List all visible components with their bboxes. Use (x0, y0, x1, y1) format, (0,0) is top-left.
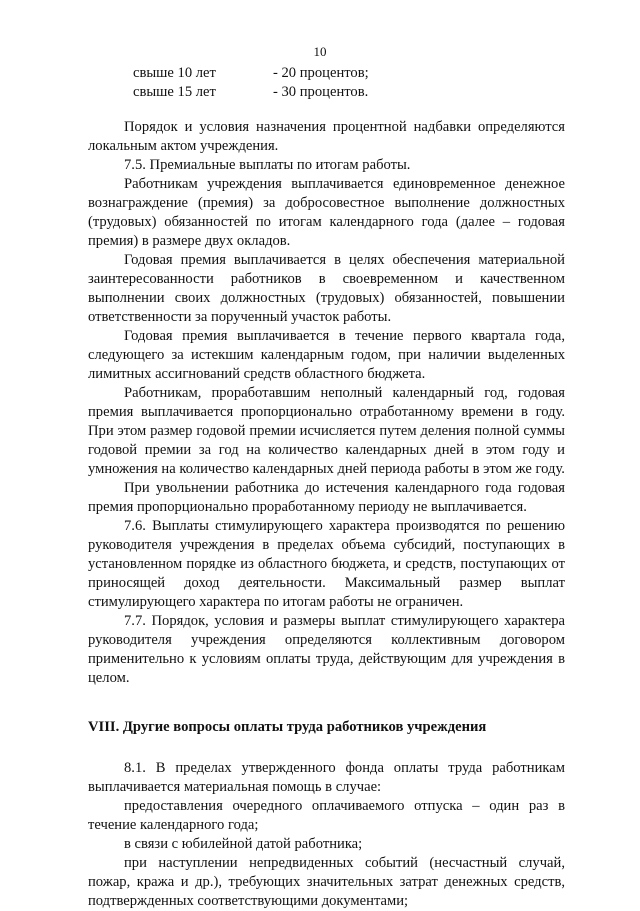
paragraph: При увольнении работника до истечения календарного года годовая премия пропорционально проработанному периоду не выплачивается. (88, 480, 565, 515)
paragraph: Работникам, проработавшим неполный календарный год, годовая премия выплачивается пропорционально отработанному времени в году. При этом размер годовой премии исчисляется путем деления полной суммы годовой премии за год на количество календарных дней в этом году и умножения на количество календарных дней периода работы в этом же году. (88, 385, 565, 477)
section-heading: VIII. Другие вопросы оплаты труда работников учреждения (88, 719, 487, 735)
scale-row (133, 83, 369, 102)
scale-value: - 30 процентов. (273, 84, 369, 100)
document-body (88, 118, 565, 911)
allowance-scale (133, 64, 369, 102)
page-number: 10 (313, 44, 327, 59)
paragraph: 7.7. Порядок, условия и размеры выплат стимулирующего характера руководителя учреждения определяются коллективным договором применительно к условиям оплаты труда, действующим для учреждения в целом. (88, 613, 565, 686)
scale-row (133, 64, 369, 83)
paragraph: 7.6. Выплаты стимулирующего характера производятся по решению руководителя учреждения в пределах объема субсидий, поступающих в установленном порядке из областного бюджета, и средств, поступающих от приносящей доход деятельности. Максимальный размер выплат стимулирующего характера по итогам работы не ограничен. (88, 518, 565, 610)
paragraph: Годовая премия выплачивается в целях обеспечения материальной заинтересованности работников в своевременном и качественном выполнении своих должностных (трудовых) обязанностей, повышении ответственности за порученный участок работы. (88, 252, 565, 325)
paragraph: 8.1. В пределах утвержденного фонда оплаты труда работникам выплачивается материальная помощь в случае: (88, 760, 565, 795)
subsection-title: 7.5. Премиальные выплаты по итогам работы. (124, 157, 411, 173)
list-item: при наступлении непредвиденных событий (несчастный случай, пожар, кража и др.), требующих значительных затрат денежных средств, подтвержденных соответствующими документами; (88, 855, 565, 909)
paragraph: Годовая премия выплачивается в течение первого квартала года, следующего за истекшим календарным годом, при наличии выделенных лимитных ассигнований средств областного бюджета. (88, 328, 565, 382)
paragraph: Работникам учреждения выплачивается единовременное денежное вознаграждение (премия) за добросовестное выполнение должностных (трудовых) обязанностей по итогам календарного года (далее – годовая премия) в размере двух окладов. (88, 176, 565, 249)
paragraph: Порядок и условия назначения процентной надбавки определяются локальным актом учреждения. (88, 119, 565, 154)
list-item: в связи с юбилейной датой работника; (124, 836, 363, 852)
scale-value: - 20 процентов; (273, 65, 369, 81)
scale-term: свыше 10 лет (133, 65, 216, 81)
scale-term: свыше 15 лет (133, 84, 216, 100)
list-item: предоставления очередного оплачиваемого отпуска – один раз в течение календарного года; (88, 798, 565, 833)
